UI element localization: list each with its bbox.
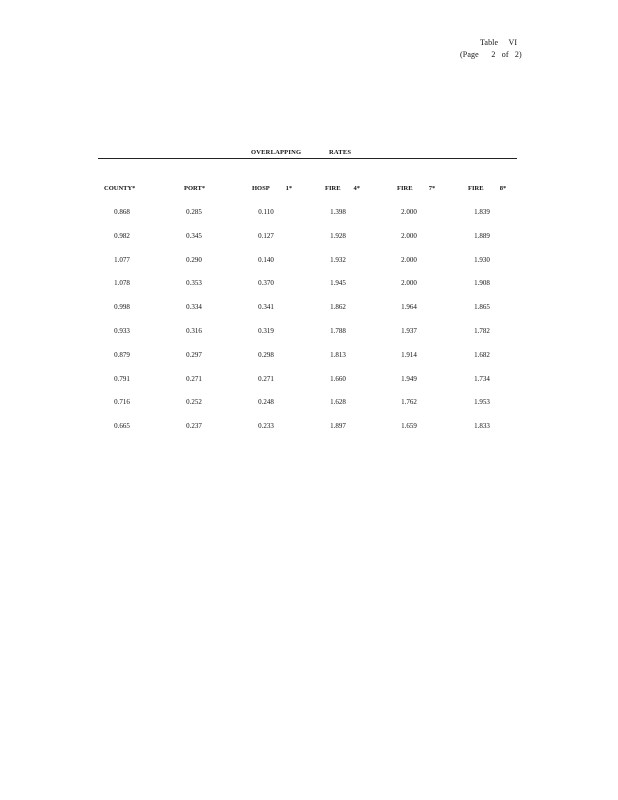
table-cell-fire-7: 1.914: [401, 350, 417, 359]
table-cell-county: 0.982: [114, 231, 130, 240]
table-cell-fire-7: 1.949: [401, 374, 417, 383]
table-cell-fire-8: 1.833: [474, 422, 490, 431]
table-cell-fire-8: 1.930: [474, 255, 490, 264]
table-cell-fire-4: 1.862: [330, 303, 346, 312]
table-cell-fire-4: 1.660: [330, 374, 346, 383]
table-number-label: Table VI: [480, 38, 518, 47]
table-cell-fire-7: 1.762: [401, 398, 417, 407]
table-cell-fire-8: 1.682: [474, 350, 490, 359]
table-cell-fire-4: 1.398: [330, 208, 346, 216]
table-cell-hosp-1: 0.140: [258, 255, 274, 264]
table-cell-hosp-1: 0.298: [258, 350, 274, 359]
table-cell-fire-8: 1.865: [474, 303, 490, 312]
table-cell-port: 0.237: [186, 422, 202, 431]
table-title-overlapping: OVERLAPPING: [251, 149, 302, 156]
header-rule: [98, 158, 517, 159]
table-cell-fire-7: 2.000: [401, 231, 417, 240]
table-cell-fire-4: 1.628: [330, 398, 346, 407]
table-cell-fire-7: 2.000: [401, 279, 417, 288]
table-cell-fire-4: 1.788: [330, 327, 346, 335]
table-cell-county: 1.077: [114, 255, 130, 264]
table-cell-fire-4: 1.932: [330, 255, 346, 264]
table-cell-county: 1.078: [114, 279, 130, 288]
table-cell-port: 0.271: [186, 374, 202, 383]
table-cell-fire-4: 1.945: [330, 279, 346, 288]
table-cell-fire-8: 1.734: [474, 374, 490, 383]
table-cell-hosp-1: 0.370: [258, 279, 274, 288]
table-cell-county: 0.791: [114, 374, 130, 383]
column-header-county: COUNTY*: [104, 185, 136, 192]
table-cell-fire-4: 1.897: [330, 422, 346, 431]
table-cell-port: 0.297: [186, 350, 202, 359]
column-header-fire-8: FIRE 8*: [468, 185, 507, 192]
table-cell-fire-7: 2.000: [401, 208, 417, 216]
table-cell-fire-4: 1.928: [330, 231, 346, 240]
table-cell-county: 0.933: [114, 327, 130, 335]
table-cell-port: 0.353: [186, 279, 202, 288]
column-header-fire-7: FIRE 7*: [397, 185, 436, 192]
table-cell-county: 0.998: [114, 303, 130, 312]
page-number-label: (Page 2 of 2): [460, 50, 522, 59]
table-cell-port: 0.285: [186, 208, 202, 216]
table-cell-fire-8: 1.782: [474, 327, 490, 335]
table-cell-fire-7: 1.964: [401, 303, 417, 312]
column-header-port: PORT*: [184, 185, 206, 192]
table-cell-fire-7: 1.937: [401, 327, 417, 335]
table-cell-fire-8: 1.908: [474, 279, 490, 288]
table-cell-port: 0.290: [186, 255, 202, 264]
table-cell-port: 0.345: [186, 231, 202, 240]
table-cell-hosp-1: 0.319: [258, 327, 274, 335]
table-cell-fire-8: 1.889: [474, 231, 490, 240]
table-cell-county: 0.868: [114, 208, 130, 216]
table-cell-hosp-1: 0.110: [258, 208, 274, 216]
table-cell-fire-4: 1.813: [330, 350, 346, 359]
table-cell-port: 0.334: [186, 303, 202, 312]
column-header-hosp-1: HOSP 1*: [252, 185, 293, 192]
table-cell-county: 0.665: [114, 422, 130, 431]
table-cell-hosp-1: 0.271: [258, 374, 274, 383]
table-cell-county: 0.879: [114, 350, 130, 359]
table-title-rates: RATES: [329, 149, 352, 156]
table-cell-port: 0.252: [186, 398, 202, 407]
table-cell-fire-8: 1.953: [474, 398, 490, 407]
table-cell-hosp-1: 0.248: [258, 398, 274, 407]
table-cell-fire-8: 1.839: [474, 208, 490, 216]
column-header-fire-4: FIRE 4*: [325, 185, 361, 192]
table-cell-port: 0.316: [186, 327, 202, 335]
table-cell-fire-7: 1.659: [401, 422, 417, 431]
table-cell-hosp-1: 0.233: [258, 422, 274, 431]
table-cell-hosp-1: 0.341: [258, 303, 274, 312]
table-cell-hosp-1: 0.127: [258, 231, 274, 240]
table-cell-fire-7: 2.000: [401, 255, 417, 264]
table-cell-county: 0.716: [114, 398, 130, 407]
